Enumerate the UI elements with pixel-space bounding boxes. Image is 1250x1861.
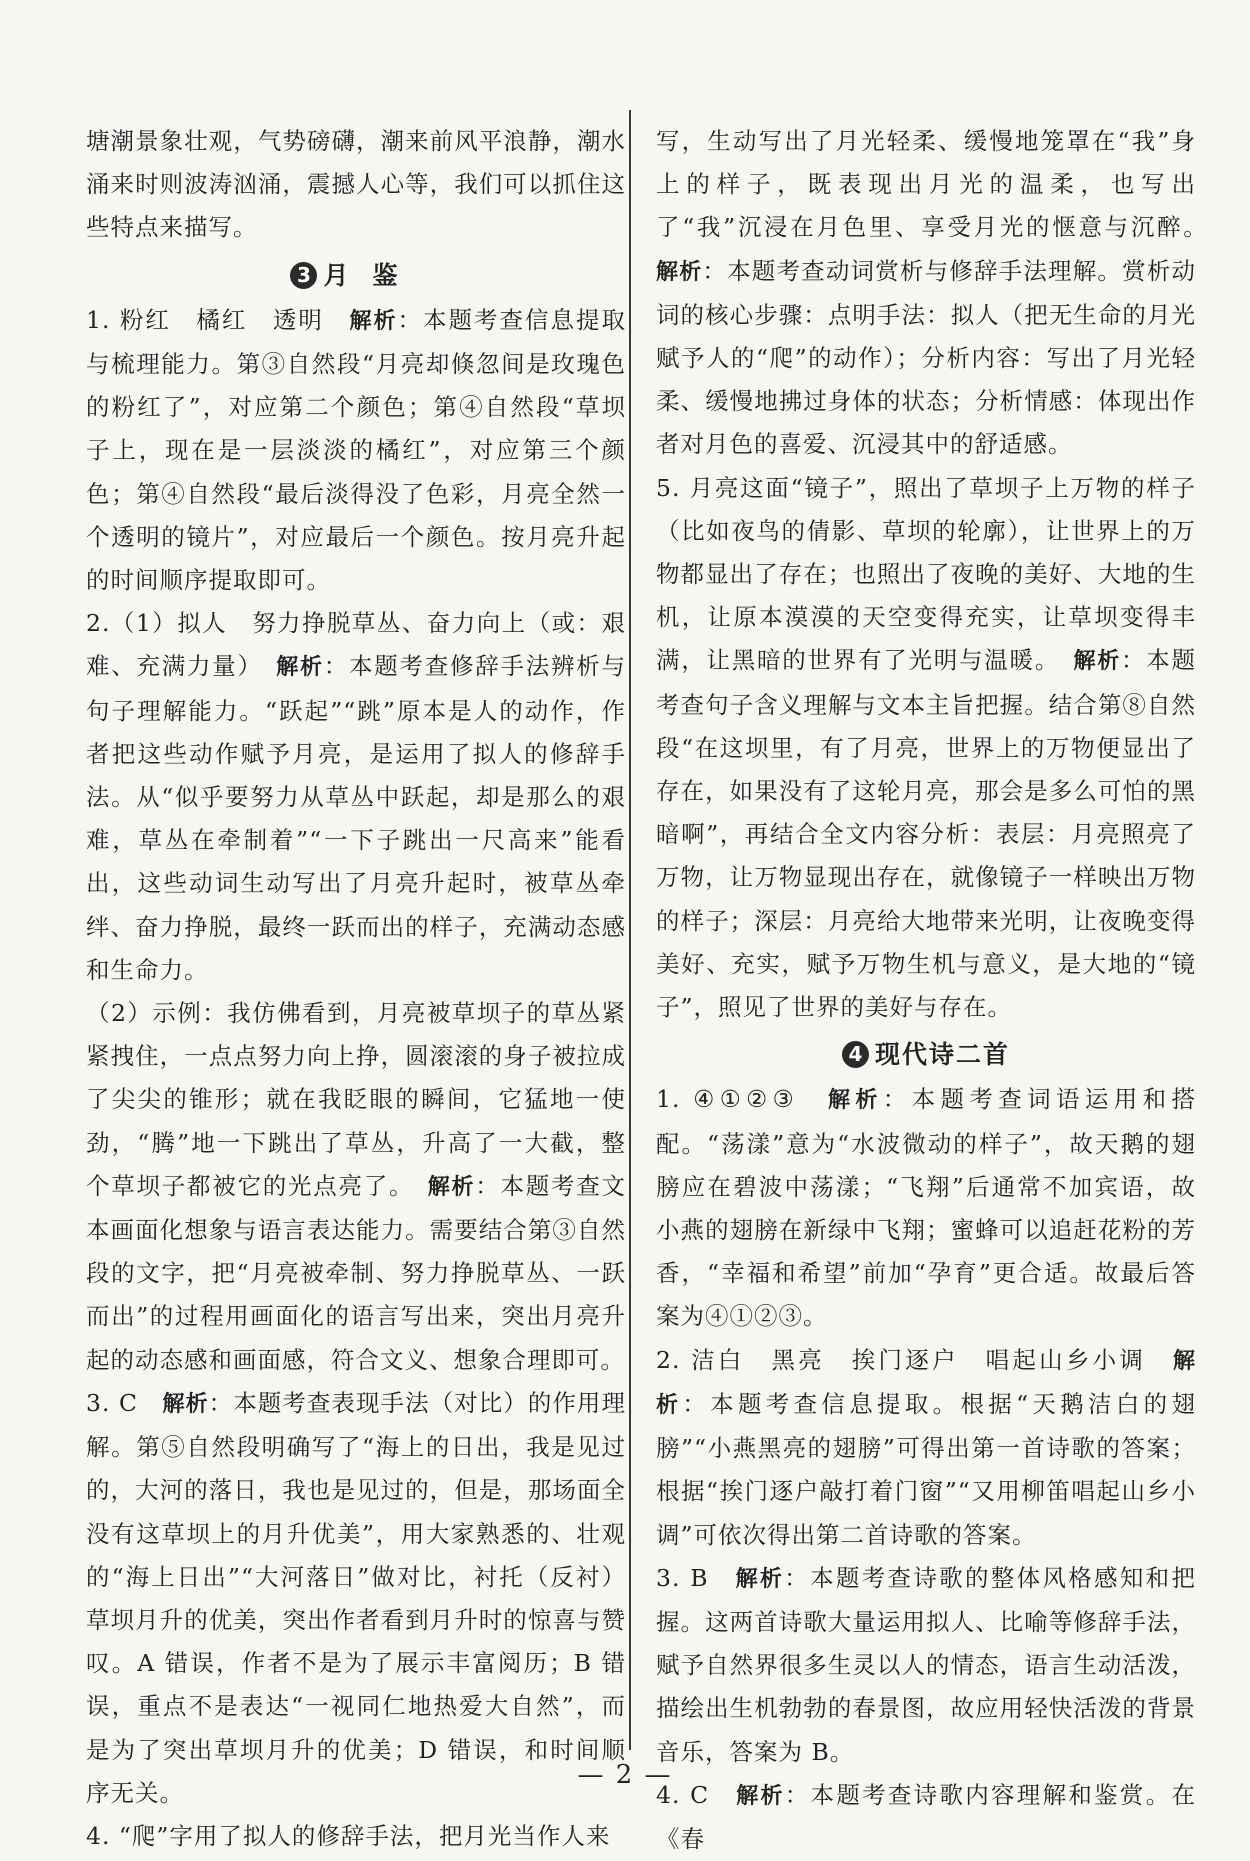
answer-text: 4. C (656, 1780, 737, 1809)
answer-text: 1. ④①②③ (656, 1085, 828, 1114)
analysis-label: 解析 (427, 1174, 476, 1200)
answer-item (656, 1339, 1196, 1557)
section-title: 月鉴 (323, 260, 422, 290)
answer-item (86, 299, 626, 602)
analysis-text: ：本题考查句子含义理解与文本主旨把握。结合第⑧自然段“在这坝里，有了月亮，世界上的万物便显出了存在，如果没有了这轮月亮，那会是多么可怕的黑暗啊”，再结合全文内容分析：表层：月亮照亮了万物，让万物显现出存在，就像镜子一样映出万物的样子；深层：月亮给大地带来光明，让夜晚变得美好、充实，赋予万物生机与意义，是大地的“镜子”，照见了世界的美好与存在。 (656, 646, 1196, 1022)
page-number: — 2 — (577, 1760, 673, 1790)
answer-text: 写，生动写出了月光轻柔、缓慢地笼罩在“我”身上的样子，既表现出月光的温柔，也写出了“我”沉浸在月色里、享受月光的惬意与沉醉。 (656, 127, 1221, 242)
answer-text: 3. B (656, 1563, 736, 1592)
answer-item (86, 1382, 626, 1815)
section-heading (86, 254, 626, 297)
answer-item (86, 992, 626, 1382)
answer-item (656, 467, 1196, 1030)
analysis-label: 解析 (827, 1088, 883, 1114)
analysis-label: 解析 (656, 259, 703, 285)
right-column (656, 120, 1221, 1861)
analysis-text: ：本题考查诗歌的整体风格感知和把握。这两首诗歌大量运用拟人、比喻等修辞手法，赋予自然界很多生灵以人的情态，语言生动活泼，描绘出生机勃勃的春景图，故应用轻快活泼的背景音乐，答案为 B。 (656, 1563, 1196, 1766)
analysis-text: ：本题考查信息提取。根据“天鹅洁白的翅膀”“小燕黑亮的翅膀”可得出第一首诗歌的答案；根据“挨门逐户敲打着门窗”“又用柳笛唱起山乡小调”可依次得出第二首诗歌的答案。 (656, 1389, 1196, 1549)
analysis-text: ：本题考查文本画面化想象与语言表达能力。需要结合第③自然段的文字，把“月亮被牵制、努力挣脱草丛、一跃而出”的过程用画面化的语言写出来，突出月亮升起的动态感和画面感，符合文义、想象合理即可。 (86, 1171, 626, 1374)
answer-text: 2. 洁白 黑亮 挨门逐户 唱起山乡小调 (656, 1345, 1173, 1374)
answer-item (656, 1078, 1196, 1338)
analysis-text: ：本题考查修辞手法辨析与句子理解能力。“跃起”“跳”原本是人的动作，作者把这些动作赋予月亮，是运用了拟人的修辞手法。从“似乎要努力从草丛中跃起，却是那么的艰难，草丛在牵制着”“一下子跳出一尺高来”能看出，这些动词生动写出了月亮升起时，被草丛牵绊、奋力挣脱，最终一跃而出的样子，充满动态感和生命力。 (86, 652, 626, 984)
analysis-label: 解析 (276, 655, 324, 681)
section-title: 现代诗二首 (874, 1040, 1010, 1070)
analysis-text: ：本题考查信息提取与梳理能力。第③自然段“月亮却倏忽间是玫瑰色的粉红了”，对应第二个颜色；第④自然段“草坝子上，现在是一层淡淡的橘红”，对应第三个颜色；第④自然段“最后淡得没了色彩，月亮全然一个透明的镜片”，对应最后一个颜色。按月亮升起的时间顺序提取即可。 (86, 305, 626, 595)
answer-text: （2）示例：我仿佛看到，月亮被草坝子的草丛紧紧拽住，一点点努力向上挣，圆滚滚的身子被拉成了尖尖的锥形；就在我眨眼的瞬间，它猛地一使劲，“腾”地一下跳出了草丛，升高了一大截，整个草坝子都被它的光点亮了。 (86, 999, 626, 1200)
answer-item (656, 1557, 1196, 1774)
answer-text: 3. C (86, 1388, 163, 1417)
left-column (86, 120, 626, 1858)
analysis-text: ：本题考查词语运用和搭配。“荡漾”意为“水波微动的样子”，故天鹅的翅膀应在碧波中荡漾；“飞翔”后通常不加宾语，故小燕的翅膀在新绿中飞翔；蜜蜂可以追赶花粉的芳香，“幸福和希望”前加“孕育”更合适。故最后答案为④①②③。 (656, 1085, 1196, 1331)
analysis-text: ：本题考查诗歌内容理解和鉴赏。在《春 (656, 1780, 1196, 1853)
answer-text: 5. 月亮这面“镜子”，照出了草坝子上万物的样子（比如夜鸟的倩影、草坝的轮廓），让世界上的万物都显出了存在；也照出了夜晚的美好、大地的生机，让原本漠漠的天空变得充实，让草坝变得丰满，让黑暗的世界有了光明与温暖。 (656, 473, 1196, 675)
analysis-label: 解析 (162, 1391, 209, 1417)
section-heading (656, 1033, 1196, 1076)
section-number-badge: 4 (842, 1041, 869, 1068)
analysis-text: ：本题考查动词赏析与修辞手法理解。赏析动词的核心步骤：点明手法：拟人（把无生命的月光赋予人的“爬”的动作）；分析内容：写出了月光轻柔、缓慢地拂过身体的状态；分析情感：体现出作者对月色的喜爱、沉浸其中的舒适感。 (656, 256, 1196, 459)
analysis-label: 解析 (349, 308, 398, 334)
column-divider (629, 110, 631, 1750)
analysis-text: ：本题考查表现手法（对比）的作用理解。第⑤自然段明确写了“海上的日出，我是见过的，大河的落日，我也是见过的，但是，那场面全没有这草坝上的月升优美”，用大家熟悉的、壮观的“海上日出”“大河落日”做对比，衬托（反衬）草坝月升的优美，突出作者看到月升时的惊喜与赞叹。A 错误，作者不是为了展示丰富阅历；B 错误，重点不是表达“一视同仁地热爱大自然”，而是为了突出草坝月升的优美；D 错误，和时间顺序无关。 (86, 1388, 626, 1807)
answer-item: 4. “爬”字用了拟人的修辞手法，把月光当作人来 (86, 1821, 611, 1850)
analysis-label: 解析 (735, 1566, 785, 1592)
analysis-label: 解析 (656, 1348, 1196, 1418)
paragraph: 塘潮景象壮观，气势磅礴，潮来前风平浪静，潮水涌来时则波涛汹涌，震撼人心等，我们可以抓住这些特点来描写。 (86, 127, 626, 242)
analysis-label: 解析 (1073, 649, 1121, 675)
analysis-label: 解析 (736, 1783, 785, 1809)
answer-item (86, 602, 626, 992)
answer-text: 1. 粉红 橘红 透明 (86, 305, 350, 334)
answer-item (656, 120, 1221, 467)
section-number-badge: 3 (290, 262, 317, 289)
answer-text: 2.（1）拟人 努力挣脱草丛、奋力向上（或：艰难、充满力量） (86, 609, 626, 681)
